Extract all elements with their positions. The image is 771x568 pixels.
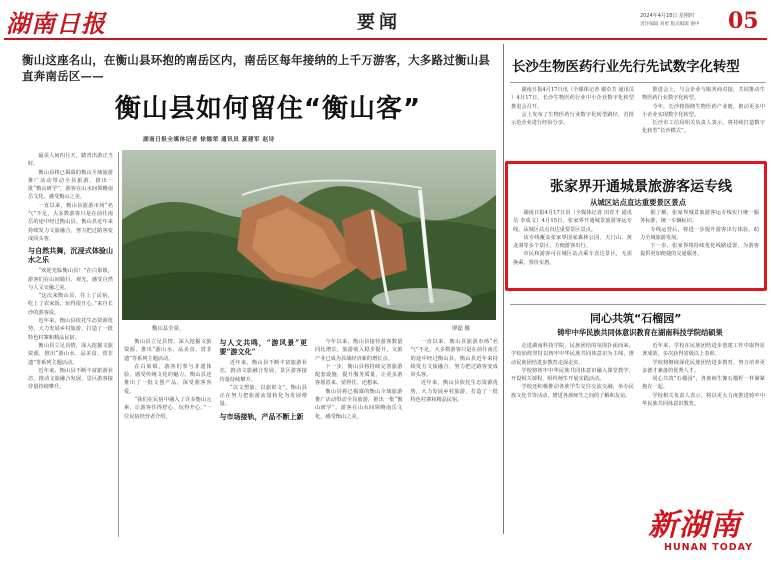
paragraph: “我们在民宿中融入了许多衡山元素，让游客住得舒心、玩得开心。”一位民宿经营者介绍。 [124, 397, 212, 420]
paragraph: 今年，长沙将围绕生物医药产业链，推动更多中小企业实现数字化转型。 [642, 103, 765, 118]
watermark-text: 新湖南 [648, 508, 741, 543]
headline-rule [510, 82, 766, 83]
subheading: 与人文共鸣，“游风景”更要“游文化” [219, 338, 307, 356]
lead-headline: 衡山县如何留住“衡山客” [114, 94, 422, 124]
paragraph: 下一步，衡山县将持续完善旅游配套设施，提升服务质量，让更多游客愿意来、留得住、还想来。 [315, 363, 403, 387]
story3-body [513, 209, 759, 287]
section-rule [503, 44, 504, 534]
paragraph: 下一步，张家界将持续优化线路设置，为游客提供更加便捷的交通服务。 [640, 243, 759, 258]
paragraph: 一直以来，衡山县旅游市场“名气”不足，大多数游客只是在前往南岳的途中经过衡山县。衡山县近年来持续发力文旅融合，努力把过路客变成回头客。 [28, 202, 113, 242]
paragraph: 该专线覆盖张家界国家森林公园、天门山、黄龙洞等多个景区，方便游客出行。 [513, 234, 632, 250]
photo-caption: 衡山县全景。 [152, 326, 185, 332]
paragraph: 市民和游客可在城区站点乘车直达景区，无需换乘，票价实惠。 [513, 251, 632, 266]
story3-subheadline: 从城区站点直达重要景区景点 [589, 198, 687, 207]
story4-top-rule [510, 304, 766, 305]
paragraph: 衡山县将已揭幕的衡山全域旅游推广活动带动全县旅游，推出一批“衡山研学”，游客在山水间领略南岳文化，感受衡山之美。 [315, 388, 403, 420]
paragraph: 近年来，衡山县依托生态资源优势，大力发展乡村旅游，打造了一批特色村寨和精品民宿。 [410, 380, 498, 404]
paragraph: 学校相关负责人表示，将以更大力度推进铸牢中华民族共同体意识教育。 [642, 392, 765, 408]
masthead [0, 0, 771, 42]
story3-highlight-box [505, 161, 767, 291]
newspaper-logo: 湖南日报 [6, 9, 106, 38]
page-number: 05 [728, 8, 759, 34]
paragraph: 走进湖南科技学院，民族团结的氛围扑面而来。学校始终坚持以铸牢中华民族共同体意识为主线，推动民族团结进步教育走深走实。 [511, 343, 634, 366]
paragraph: “欢迎光临衡山县！”在白果镇，游客们在山间骑行、观光，感受自然与人文交融之美。 [28, 268, 113, 291]
paragraph: 近年来，衡山县依托生态资源优势，大力发展乡村旅游，打造了一批特色村寨和精品民宿。 [28, 318, 113, 341]
paragraph: 同心共筑“石榴园”，各族师生像石榴籽一样紧紧抱在一起。 [642, 376, 765, 391]
paragraph: 今年以来，衡山县接待游客数量同比增长，旅游收入稳步提升，文旅产业已成为县域经济新的增长点。 [315, 339, 403, 362]
paragraph: 据了解，张家界城景旅游客运专线实行统一服务标准，统一车辆标识。 [640, 210, 759, 225]
story2-body [511, 86, 765, 158]
watermark-logo [640, 500, 765, 562]
story4-header: 同心共筑“石榴园” [590, 312, 682, 325]
paragraph: 学校将铸牢中华民族共同体意识融入课堂教学，开设相关课程，组织师生开展实践活动。 [511, 367, 634, 383]
paragraph: 专线运营后，将进一步提升游客出行体验，助力全域旅游发展。 [640, 226, 759, 241]
lead-body-bottom [124, 338, 498, 538]
section-title: 要闻 [357, 12, 401, 33]
lead-kicker: 衡山这座名山，在衡山县环抱的南岳区内，南岳区每年接纳的上千万游客，大多路过衡山县直奔南岳区—— [22, 53, 490, 83]
paragraph: 学校还积极推动各族学生交往交流交融，举办民族文化节等活动，增进各族师生之间的了解和友谊。 [511, 384, 634, 399]
issue-date: 2024年4月18日 星期四 [640, 13, 694, 19]
masthead-rule [4, 38, 767, 40]
paragraph: 一直以来，衡山县旅游市场“名气”不足，大多数游客只是在前往南岳的途中经过衡山县。衡山县近年来持续发力文旅融合，努力把过路客变成回头客。 [410, 339, 498, 379]
paragraph: 会上发布了生物医药行业数字化转型路径，首批示范企业进行经验分享。 [511, 111, 634, 127]
lead-body-left [28, 152, 113, 537]
story4-headline: 铸牢中华民族共同体意识教育在湖南科技学院结硕果 [557, 328, 723, 337]
paragraph: 近年来，衡山县不断丰富旅游业态，推动文旅融合发展，景区游客接待量持续攀升。 [219, 360, 307, 383]
paragraph: 衡山县将已揭幕的衡山全域旅游推广活动带动全县旅游，推出一批“衡山研学”，游客在山水间领略南岳文化，感受衡山之美。 [28, 169, 113, 201]
paragraph: 湖南日报4月17日讯（全媒体记者 田育才 通讯员 李成文）4月15日，张家界开通城景旅游客运专线，从城区站点直达重要景区景点。 [513, 210, 632, 233]
photo-credit: 廖磊 摄 [452, 326, 470, 332]
paragraph: “这次来衡山县，住上了民宿，吃上了农家饭，玩得很开心。”来自长沙的游客说。 [28, 293, 113, 316]
column-rule [118, 152, 119, 537]
story2-headline: 长沙生物医药行业先行先试数字化转型 [512, 60, 740, 75]
story3-headline: 张家界开通城景旅游客运专线 [550, 179, 732, 195]
paragraph: 衡山县立足县情，深入挖掘文旅资源，推出“游山水、品美食、赏非遗”等系列主题活动。 [124, 339, 212, 362]
paragraph: 近年来，学校在民族团结进步创建工作中取得显著成效，多次获得省级以上表彰。 [642, 343, 765, 358]
paragraph: 衡山县立足县情，深入挖掘文旅资源，推出“游山水、品美食、赏非遗”等系列主题活动。 [28, 342, 113, 366]
paragraph: 推进会上，与会企业与服务商对接，共同推动生物医药行业数字化转型。 [642, 87, 765, 102]
paragraph: 在白果镇，游客们参与非遗体验，感受传统文化的魅力。衡山县还推出了一批文创产品，深受游客喜爱。 [124, 363, 212, 395]
lead-photo [122, 150, 496, 320]
paragraph: 近年来，衡山县不断丰富旅游业态，推动文旅融合发展，景区游客接待量持续攀升。 [28, 367, 113, 391]
subheading: 与市场接轨，产品不断上新 [219, 411, 304, 421]
paragraph: “以文塑旅、以旅彰文”，衡山县正在努力把旅游流量转化为发展增量。 [219, 384, 307, 408]
editor-credits: 责任编辑 刘勇 版式编辑 谢中 [640, 22, 700, 27]
paragraph: 长沙市工信局相关负责人表示，将持续打造数字化转型“长沙模式”。 [642, 120, 765, 135]
paragraph: 学校将继续深化民族团结进步教育，努力培养更多德才兼备的优秀人才。 [642, 359, 765, 374]
subheading: 与自然共舞，沉浸式体验山水之乐 [28, 246, 113, 265]
watermark-en: HUNAN TODAY [664, 542, 753, 553]
mountain-landscape-photo [122, 150, 496, 320]
paragraph: 最美人间四月天，踏青出游正当时。 [28, 153, 113, 168]
lead-byline: 湖南日报全媒体记者 徐德荣 通讯员 夏建军 赵诗 [143, 137, 275, 143]
paragraph: 湖南日报4月17日讯（全媒体记者 谢卓芳 通讯员 ）4月17日，长沙生物医药行业中小企业数字化转型推进会召开。 [511, 87, 634, 110]
